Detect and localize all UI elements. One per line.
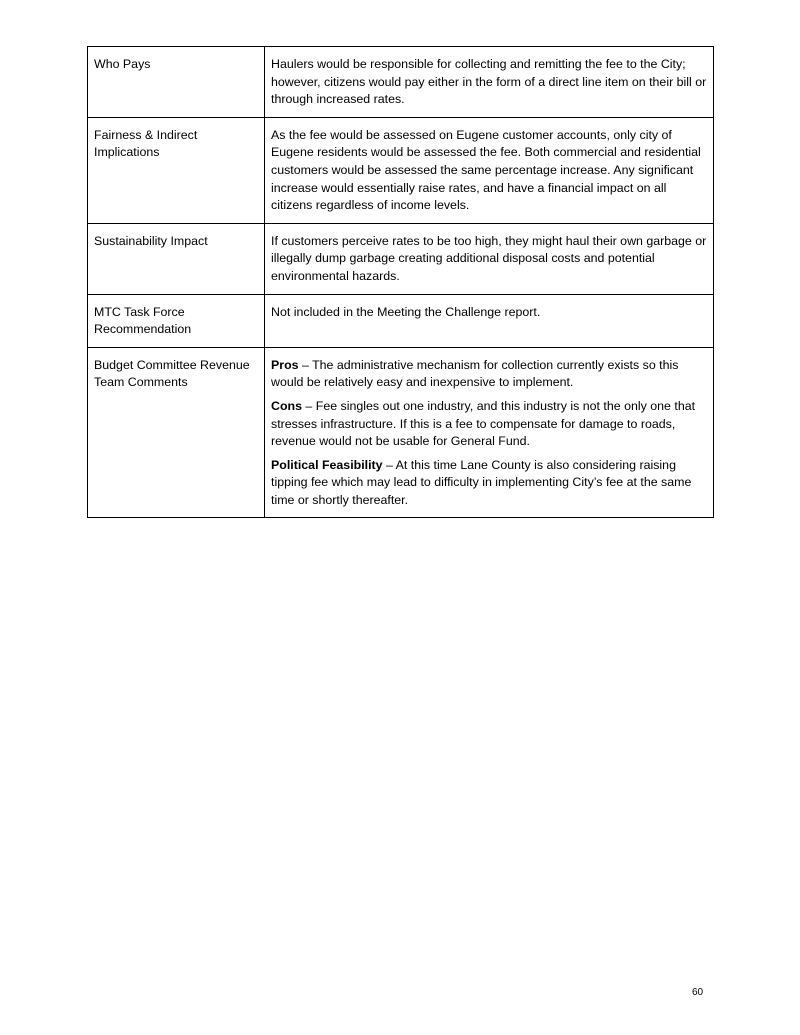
row-label: Fairness & Indirect Implications xyxy=(94,127,198,160)
row-paragraph xyxy=(271,233,707,286)
info-table xyxy=(87,46,714,518)
table-row-budget-committee xyxy=(88,347,714,518)
row-label-cell xyxy=(88,223,265,294)
row-paragraph xyxy=(271,56,707,109)
pros-text: – The administrative mechanism for collection currently exists so this would be relatively easy and inexpensive to implement. xyxy=(271,357,679,390)
row-label-cell xyxy=(88,347,265,518)
pros-lead: Pros xyxy=(271,357,299,372)
row-label: Sustainability Impact xyxy=(94,233,208,248)
cons-lead: Cons xyxy=(271,398,302,413)
row-content-cell xyxy=(265,223,714,294)
row-text: If customers perceive rates to be too high, they might haul their own garbage or illegally dump garbage creating additional disposal costs and potential environmental hazards. xyxy=(271,233,707,283)
political-feasibility-paragraph xyxy=(271,457,707,510)
row-content-cell xyxy=(265,294,714,347)
row-paragraph xyxy=(271,127,707,215)
row-text: As the fee would be assessed on Eugene customer accounts, only city of Eugene residents would be assessed the fee. Both commercial and residential customers would be assessed the same percentage increase. Any significant increase would essentially raise rates, and have a financial impact on all citizens regardless of income levels. xyxy=(271,127,701,213)
row-label: Who Pays xyxy=(94,57,151,71)
row-content-cell xyxy=(265,117,714,223)
table-row-who-pays xyxy=(88,47,714,118)
table-row-fairness xyxy=(88,117,714,223)
row-content-cell xyxy=(265,47,714,118)
table-row-mtc-task-force xyxy=(88,294,714,347)
page-number: 60 xyxy=(692,987,704,998)
row-label-cell xyxy=(88,294,265,347)
political-feasibility-text: – At this time Lane County is also considering raising tipping fee which may lead to difficulty in implementing City’s fee at the same time or shortly thereafter. xyxy=(271,457,692,507)
row-text: Not included in the Meeting the Challenge report. xyxy=(271,304,541,319)
row-label: MTC Task Force Recommendation xyxy=(94,304,192,337)
table-row-sustainability xyxy=(88,223,714,294)
row-label-cell xyxy=(88,47,265,118)
row-text: Haulers would be responsible for collecting and remitting the fee to the City; however, citizens would pay either in the form of a direct line item on their bill or through increased rates. xyxy=(271,57,707,107)
row-content-cell xyxy=(265,347,714,518)
political-feasibility-lead: Political Feasibility xyxy=(271,457,383,472)
row-label-cell xyxy=(88,117,265,223)
cons-text: – Fee singles out one industry, and this industry is not the only one that stresses infrastructure. If this is a fee to compensate for damage to roads, revenue would not be usable for General Fund. xyxy=(271,398,696,449)
row-paragraph xyxy=(271,304,707,322)
cons-paragraph xyxy=(271,398,707,451)
row-label: Budget Committee Revenue Team Comments xyxy=(94,357,250,390)
pros-paragraph xyxy=(271,357,707,392)
